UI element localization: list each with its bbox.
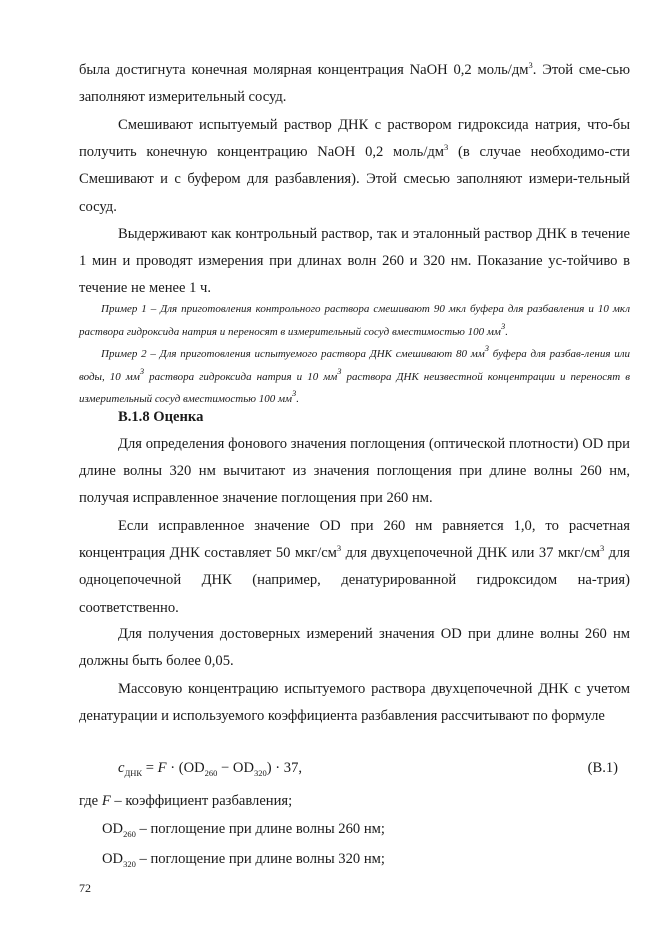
superscript: 3 [484, 343, 489, 353]
text-run: – поглощение при длине волны 320 нм; [135, 851, 385, 867]
example-1-note [79, 298, 630, 343]
subscript: 260 [204, 768, 218, 778]
text-run: Если исправленное значение OD при 260 нм равняется 1,0, то расчетная концентрация ДНК составляет 50 мкг/см [79, 518, 630, 562]
paragraph-dna-concentration [79, 513, 630, 622]
paragraph-background-od: Для определения фонового значения поглощения (оптической плотности) OD при длине волны 320 нм вычитают из значения поглощения при длине волны 260 нм, получая исправленное значение поглощения при 260 нм. [79, 436, 630, 507]
text-run: . [505, 325, 508, 338]
example-2-note [79, 343, 630, 411]
superscript: 3 [444, 142, 449, 153]
text-run: для одноцепочечной ДНК (например, денатурированной гидроксидом на-трия) соответственно. [79, 545, 631, 616]
subscript: 320 [123, 859, 136, 869]
formula-text: = [142, 760, 158, 776]
superscript: 3 [599, 543, 605, 554]
formula-text: · (OD [166, 760, 205, 776]
paragraph-incubation: Выдерживают как контрольный раствор, так и эталонный раствор ДНК в течение 1 мин и проводят измерения при длинах волн 260 и 320 нм. Показание ус-тойчиво в течение не менее 1 ч. [79, 226, 630, 297]
paragraph-naoh-concentration [79, 57, 630, 111]
definition-od260 [102, 818, 385, 840]
superscript: 3 [336, 543, 342, 554]
paragraph-mass-concentration: Массовую концентрацию испытуемого раствора двухцепочечной ДНК с учетом денатурации и используемого коэффициента разбавления рассчитывают по формуле [79, 681, 630, 725]
text-run: OD [102, 851, 124, 867]
superscript: 3 [337, 365, 342, 376]
superscript: 3 [528, 60, 533, 70]
text-run: . Этой сме-сью заполняют измерительный сосуд. [79, 62, 630, 106]
text-run: Пример 1 – Для приготовления контрольного раствора смешивают 90 мкл буфера для разбавления и 10 мкл раствора гидроксида натрия и переносят в измерительный сосуд вместимостью 100 мм [79, 303, 630, 338]
text-run: OD [102, 821, 124, 837]
superscript: 3 [139, 365, 145, 376]
page-number: 72 [79, 881, 91, 895]
superscript: 3 [292, 388, 297, 398]
formula-var-f: F [157, 760, 167, 776]
text-run: для двухцепочечной ДНК или 37 мкг/см [341, 545, 600, 562]
text-run: (в случае необходимо-сти Смешивают и с буфером для разбавления). Этой смесью заполняют измери-тельный сосуд. [79, 144, 630, 215]
paragraph-od-threshold: Для получения достоверных измерений значения OD при длине волны 260 нм должны быть более 0,05. [79, 626, 630, 670]
formula-text: − OD [217, 760, 255, 776]
text-run: буфера для разбав-ления или воды, 10 мм [79, 348, 630, 383]
text-run: – поглощение при длине волны 260 нм; [135, 821, 385, 837]
subscript: 260 [123, 829, 136, 839]
formula-b1 [118, 757, 630, 779]
formula-text: ) · 37, [266, 760, 303, 776]
formula-var-c: c [118, 760, 125, 776]
formula-number: (В.1) [587, 760, 618, 776]
text-run: . [296, 393, 300, 405]
text-run: – коэффициент разбавления; [110, 793, 293, 809]
formula-var-f: F [101, 793, 111, 809]
definition-f [79, 790, 292, 812]
text-run: раствора гидроксида натрия и 10 мм [144, 370, 338, 383]
text-run: Пример 2 – Для приготовления испытуемого раствора ДНК смешивают 80 мм [101, 348, 485, 360]
paragraph-mix-test-solution [79, 112, 630, 221]
definition-od320 [102, 848, 385, 870]
subscript: ДНК [124, 768, 143, 778]
section-heading: В.1.8 Оценка [118, 409, 204, 425]
text-run: раствора ДНК неизвестной концентрации и переносят в измерительный сосуд вместимостью 100 мм [79, 370, 630, 405]
text-run: Смешивают испытуемый раствор ДНК с раствором гидроксида натрия, что-бы получить конечную концентрацию NaOH 0,2 моль/дм [79, 117, 630, 161]
text-run: была достигнута конечная молярная концентрация NaOH 0,2 моль/дм [79, 62, 529, 78]
superscript: 3 [500, 320, 506, 331]
text-run: где [79, 793, 102, 809]
subscript: 320 [254, 768, 267, 778]
